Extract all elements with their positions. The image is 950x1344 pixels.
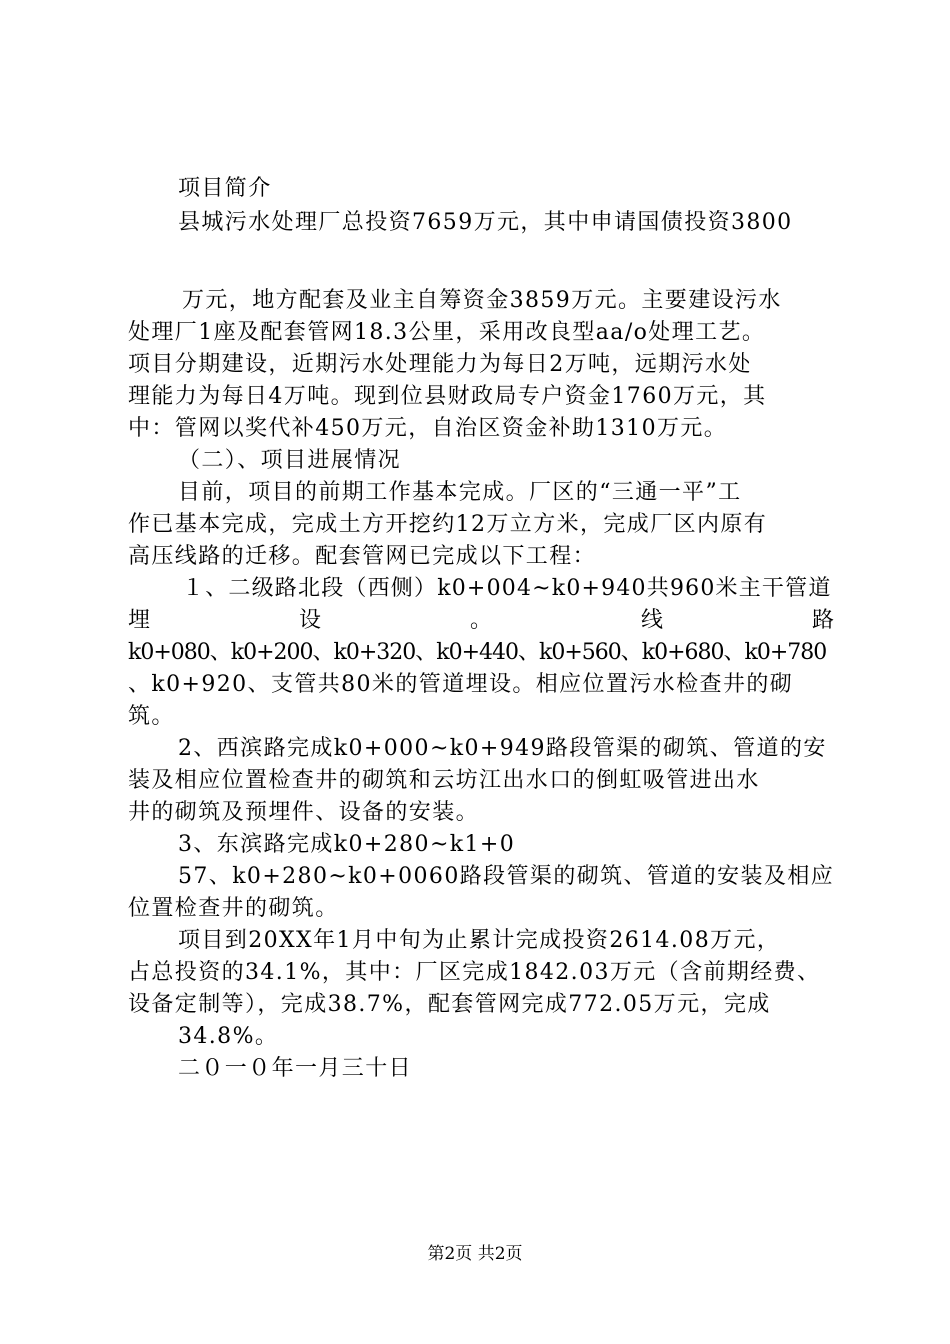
body-line: 筑。 [128,704,175,729]
body-line: 县城污水处理厂总投资7659万元，其中申请国债投资3800 [178,210,793,235]
body-line: 项目到20XX年1月中旬为止累计完成投资2614.08万元， [178,928,781,953]
body-line: k0+080、k0+200、k0+320、k0+440、k0+560、k0+680、k0+780 [128,640,827,665]
justified-word: 。 [469,608,492,633]
body-line: 井的砌筑及预埋件、设备的安装。 [128,800,480,825]
body-line: 万元，地方配套及业主自筹资金3859万元。主要建设污水 [182,288,782,313]
justified-word: 线 [640,608,663,633]
body-line: 目前，项目的前期工作基本完成。厂区的“三通一平”工 [178,480,742,505]
body-line: 、k0+920、支管共80米的管道埋设。相应位置污水检查井的砌 [128,672,794,697]
body-line: 高压线路的迁移。配套管网已完成以下工程： [128,544,597,569]
justified-line [128,606,834,636]
body-line: 2、西滨路完成k0+000~k0+949路段管渠的砌筑、管道的安 [178,736,827,761]
body-line: 34.8%。 [178,1024,279,1049]
body-line: 占总投资的34.1%，其中：厂区完成1842.03万元（含前期经费、 [128,960,821,985]
justified-word: 设 [298,608,321,633]
body-line: 57、k0+280~k0+0060路段管渠的砌筑、管道的安装及相应 [178,864,835,889]
section-heading: 项目简介 [178,176,272,201]
body-line: 3、东滨路完成k0+280~k1+0 [178,832,516,857]
page-footer: 第2页 共2页 [427,1244,523,1264]
body-line: 理能力为每日4万吨。现到位县财政局专户资金1760万元，其 [128,384,767,409]
body-line: 设备定制等），完成38.7%，配套管网完成772.05万元，完成 [128,992,771,1017]
body-line: １、二级路北段（西侧）k0+004~k0+940共960米主干管道 [182,576,832,601]
body-line: 中：管网以奖代补450万元，自治区资金补助1310万元。 [128,416,728,441]
document-date: 二０一０年一月三十日 [178,1056,413,1081]
section-heading: （二）、项目进展情况 [178,448,402,473]
justified-word: 埋 [128,608,151,633]
body-line: 处理厂1座及配套管网18.3公里，采用改良型aa/o处理工艺。 [128,320,766,345]
body-line: 装及相应位置检查井的砌筑和云坊江出水口的倒虹吸管进出水 [128,768,760,793]
body-line: 位置检查井的砌筑。 [128,896,339,921]
body-line: 作已基本完成，完成土方开挖约12万立方米，完成厂区内原有 [128,512,768,537]
justified-word: 路 [811,608,834,633]
body-line: 项目分期建设，近期污水处理能力为每日2万吨，远期污水处 [128,352,752,377]
